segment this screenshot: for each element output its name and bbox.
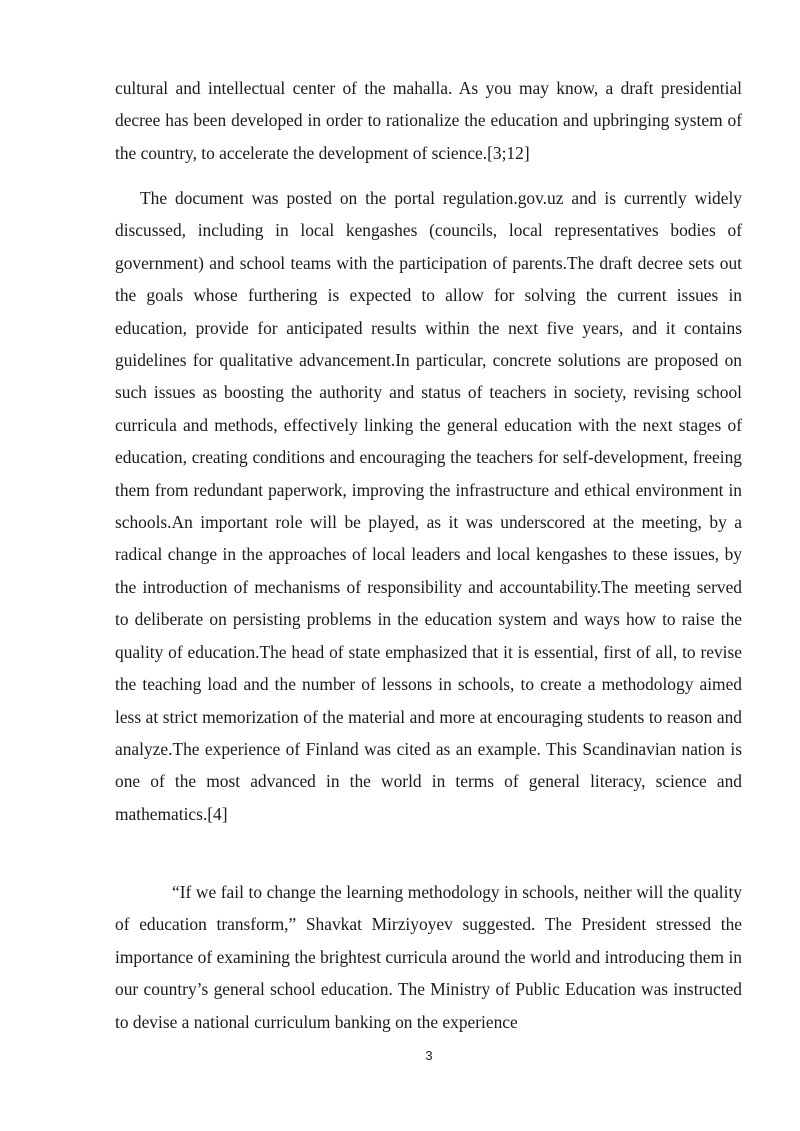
paragraph-3: “If we fail to change the learning methodology in schools, neither will the quality of education transform,” Shavkat Mirziyoyev suggested. The President stressed the importance of examining the brightest curricula around the world and introducing them in our country’s general school education. The Ministry of Public Education was instructed to devise a national curriculum banking on the experience [115, 882, 742, 1032]
page-number: 3 [425, 1048, 433, 1063]
paragraph-1: cultural and intellectual center of the mahalla. As you may know, a draft presidential decree has been developed in order to rationalize the education and upbringing system of the country, to accelerate the development of science.[3;12] [115, 78, 742, 163]
paragraph-2: The document was posted on the portal regulation.gov.uz and is currently widely discussed, including in local kengashes (councils, local representatives bodies of government) and school teams with the participation of parents.The draft decree sets out the goals whose furthering is expected to allow for solving the current issues in education, provide for anticipated results within the next five years, and it contains guidelines for qualitative advancement.In particular, concrete solutions are proposed on such issues as boosting the authority and status of teachers in society, revising school curricula and methods, effectively linking the general education with the next stages of education, creating conditions and encouraging the teachers for self-development, freeing them from redundant paperwork, improving the infrastructure and ethical environment in schools.An important role will be played, as it was underscored at the meeting, by a radical change in the approaches of local leaders and local kengashes to these issues, by the introduction of mechanisms of responsibility and accountability.The meeting served to deliberate on persisting problems in the education system and ways how to raise the quality of education.The head of state emphasized that it is essential, first of all, to revise the teaching load and the number of lessons in schools, to create a methodology aimed less at strict memorization of the material and more at encouraging students to reason and analyze.The experience of Finland was cited as an example. This Scandinavian nation is one of the most advanced in the world in terms of general literacy, science and mathematics.[4] [115, 188, 742, 824]
